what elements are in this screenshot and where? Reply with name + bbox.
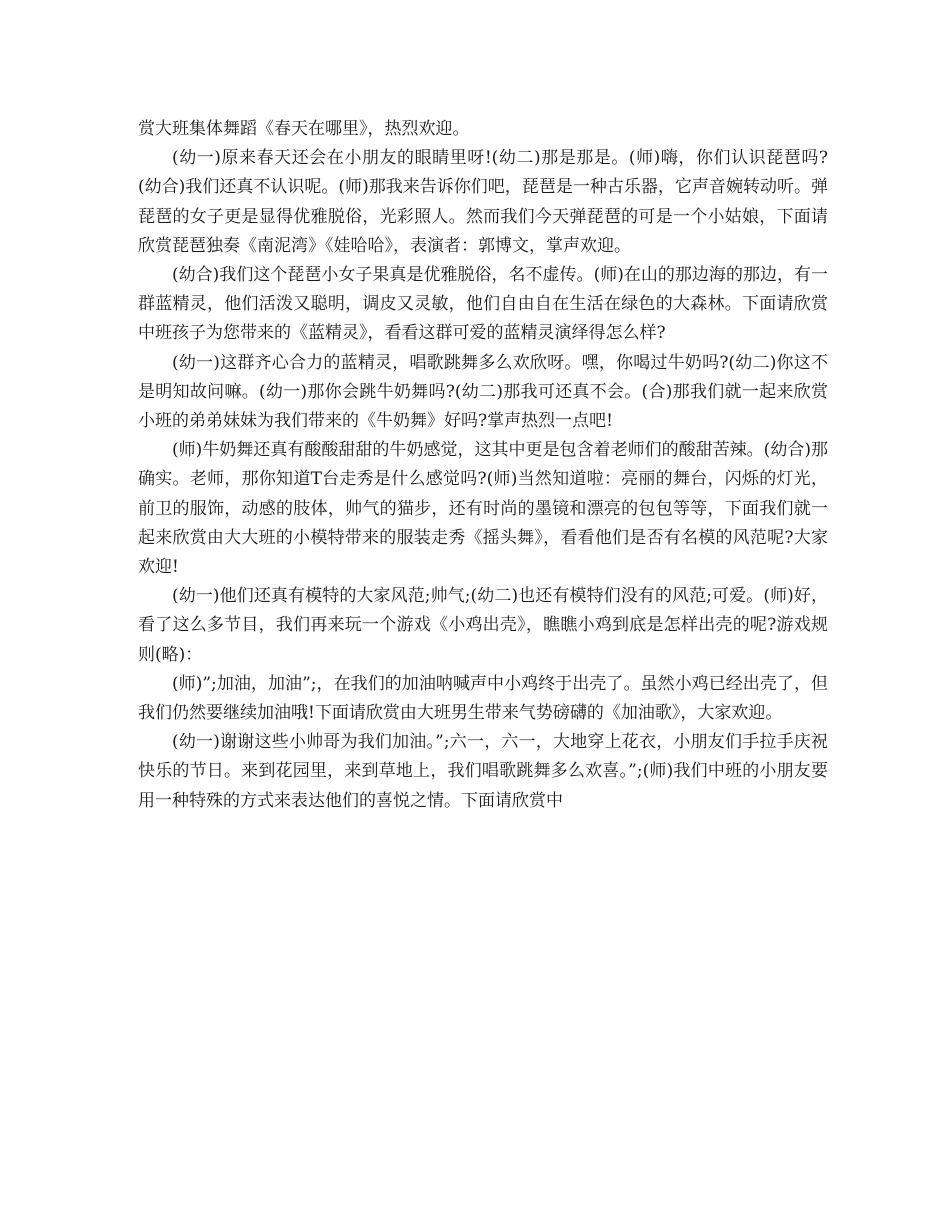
paragraph-7: (师)”;加油，加油”;，在我们的加油呐喊声中小鸡终于出壳了。虽然小鸡已经出壳了，但我们仍然要继续加油哦!下面请欣赏由大班男生带来气势磅礴的《加油歌》，大家欢迎。 [138, 673, 828, 724]
paragraph-1: 赏大班集体舞蹈《春天在哪里》，热烈欢迎。 [138, 119, 470, 139]
paragraph-8: (幼一)谢谢这些小帅哥为我们加油。”;六一，六一，大地穿上花衣，小朋友们手拉手庆祝快乐的节日。来到花园里，来到草地上，我们唱歌跳舞多么欢喜。”;(师)我们中班的小朋友要用一种特殊的方式来表达他们的喜悦之情。下面请欣赏中 [138, 732, 828, 811]
paragraph-3: (幼合)我们这个琵琶小女子果真是优雅脱俗，名不虚传。(师)在山的那边海的那边，有一群蓝精灵，他们活泼又聪明，调皮又灵敏，他们自由自在生活在绿色的大森林。下面请欣赏中班孩子为您带来的《蓝精灵》，看看这群可爱的蓝精灵演绎得怎么样? [138, 265, 828, 344]
paragraph-2: (幼一)原来春天还会在小朋友的眼睛里呀!(幼二)那是那是。(师)嗨，你们认识琵琶吗?(幼合)我们还真不认识呢。(师)那我来告诉你们吧，琵琶是一种古乐器，它声音婉转动听。弹琵琶的女子更是显得优雅脱俗，光彩照人。然而我们今天弹琵琶的可是一个小姑娘，下面请欣赏琵琶独奏《南泥湾》《娃哈哈》，表演者：郭博文，掌声欢迎。 [138, 148, 828, 256]
paragraph-5: (师)牛奶舞还真有酸酸甜甜的牛奶感觉，这其中更是包含着老师们的酸甜苦辣。(幼合)那确实。老师，那你知道T台走秀是什么感觉吗?(师)当然知道啦：亮丽的舞台，闪烁的灯光，前卫的服饰，动感的肢体，帅气的猫步，还有时尚的墨镜和漂亮的包包等等，下面我们就一起来欣赏由大大班的小模特带来的服装走秀《摇头舞》，看看他们是否有名模的风范呢?大家欢迎! [138, 440, 828, 578]
paragraph-4: (幼一)这群齐心合力的蓝精灵，唱歌跳舞多么欢欣呀。嘿，你喝过牛奶吗?(幼二)你这不是明知故问嘛。(幼一)那你会跳牛奶舞吗?(幼二)那我可还真不会。(合)那我们就一起来欣赏小班的弟弟妹妹为我们带来的《牛奶舞》好吗?掌声热烈一点吧! [138, 352, 828, 432]
paragraph-6: (幼一)他们还真有模特的大家风范;帅气;(幼二)也还有模特们没有的风范;可爱。(师)好，看了这么多节目，我们再来玩一个游戏《小鸡出壳》，瞧瞧小鸡到底是怎样出壳的呢?游戏规则(略)： [138, 586, 828, 665]
document-body [138, 115, 828, 816]
